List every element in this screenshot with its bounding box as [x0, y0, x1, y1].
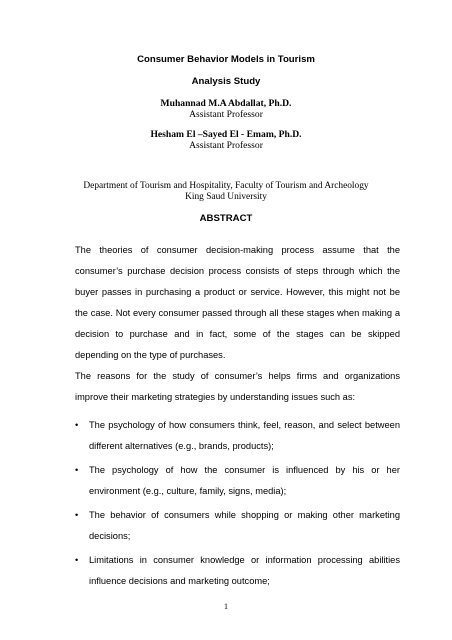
paper-subtitle: Analysis Study — [191, 76, 261, 87]
page-number: 1 — [224, 602, 228, 611]
abstract-heading: ABSTRACT — [199, 213, 253, 224]
list-item-text: The behavior of consumers while shopping or making other marketing decisions; — [89, 510, 400, 541]
list-item-text: The psychology of how the consumer is influenced by his or her environment (e.g., culture, family, signs, media); — [89, 465, 400, 496]
abstract-paragraph: The reasons for the study of consumer’s helps firms and organizations improve their marketing strategies by understanding issues such as: — [75, 371, 400, 402]
bullet-icon: • — [75, 420, 79, 430]
bullet-icon: • — [75, 555, 79, 565]
abstract-paragraph: The theories of consumer decision-making process assume that the consumer’s purchase decision process consists of steps through which the buyer passes in purchasing a product or service. However, this might not be the case. Not every consumer passed through all these stages when making a decision to purchase and in fact, some of the stages can be skipped depending on the type of purchases. — [75, 245, 400, 360]
author-role: Assistant Professor — [189, 140, 263, 151]
author-name: Hesham El –Sayed El - Emam, Ph.D. — [150, 129, 302, 140]
bullet-icon: • — [75, 510, 79, 520]
university-affiliation: King Saud University — [185, 192, 267, 202]
list-item — [75, 550, 400, 592]
list-item — [75, 460, 400, 502]
department-affiliation: Department of Tourism and Hospitality, Faculty of Tourism and Archeology — [83, 181, 369, 191]
bullet-icon: • — [75, 465, 79, 475]
paper-title: Consumer Behavior Models in Tourism — [137, 54, 315, 65]
author-role: Assistant Professor — [189, 109, 263, 120]
bullet-list — [75, 415, 400, 595]
list-item — [75, 415, 400, 457]
list-item — [75, 505, 400, 547]
list-item-text: The psychology of how consumers think, feel, reason, and select between different alternatives (e.g., brands, products); — [89, 420, 400, 451]
author-name: Muhannad M.A Abdallat, Ph.D. — [160, 98, 292, 109]
list-item-text: Limitations in consumer knowledge or information processing abilities influence decisions and marketing outcome; — [89, 555, 400, 586]
